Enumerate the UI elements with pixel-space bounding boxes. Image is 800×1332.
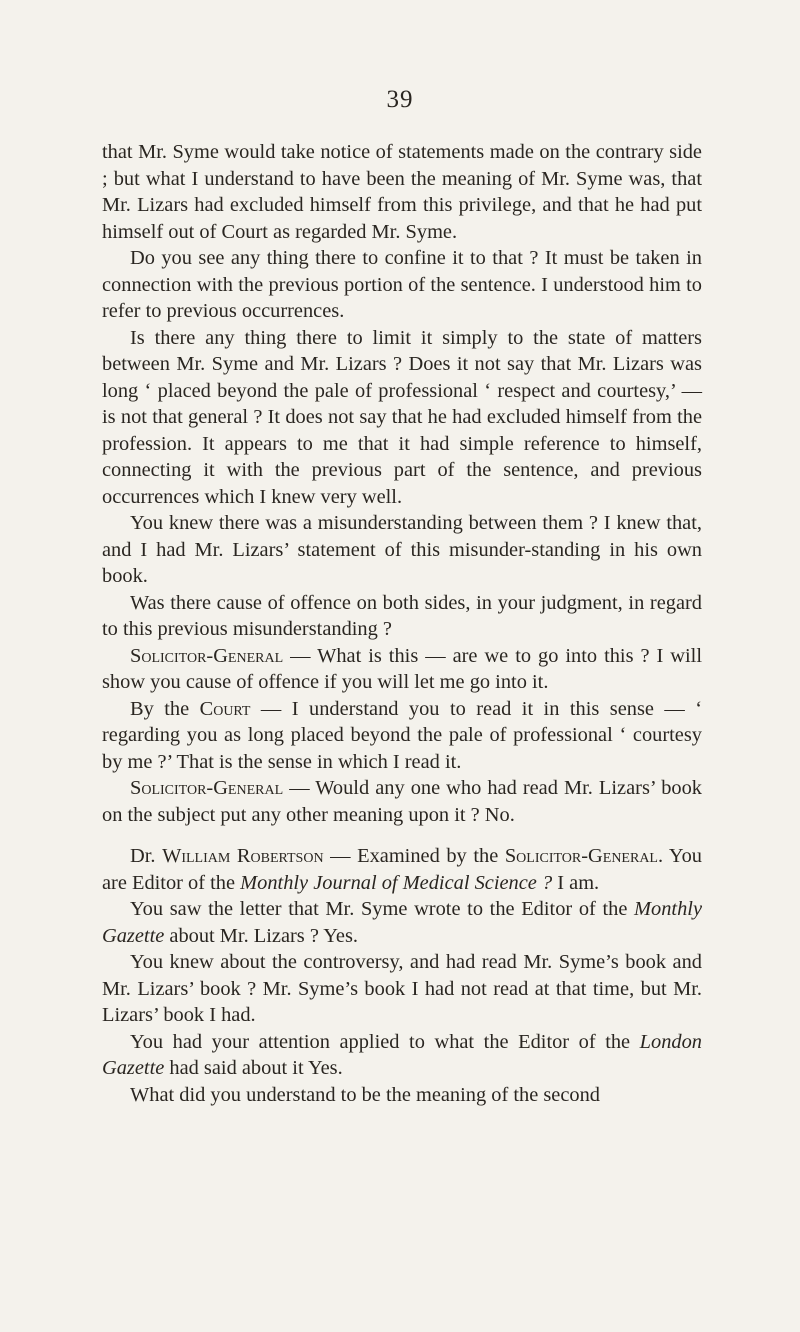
paragraph xyxy=(102,510,702,590)
text-segment: Is there any thing there to limit it simply to the state of matters between Mr. Syme and Mr. Lizars ? Does it not say that Mr. Lizars was long ‘ placed beyond the pale of professional ‘ respect and courtesy,’ — is not that general ? It does not say that he had excluded himself from the profession. It appears to me that it had simple reference to himself, connecting it with the previous part of the sentence, and previous occurrences which I knew very well. xyxy=(102,326,702,508)
text-segment: Dr. xyxy=(130,845,163,867)
speaker-name: Court xyxy=(199,697,251,720)
text-segment: — Examined by the xyxy=(323,845,505,867)
text-segment: about Mr. Lizars ? Yes. xyxy=(164,924,358,947)
paragraph xyxy=(102,1082,702,1109)
paragraph xyxy=(102,775,702,828)
body-text xyxy=(102,139,702,1108)
speaker-name: Solicitor-General xyxy=(130,777,284,799)
text-segment: You had your attention applied to what the Editor of the xyxy=(130,1030,640,1053)
text-segment: You are Editor of the xyxy=(102,845,702,894)
paragraph xyxy=(102,643,702,696)
speaker-name: William Robertson xyxy=(162,845,324,867)
text-segment: You knew about the controversy, and had read Mr. Syme’s book and Mr. Lizars’ book ? Mr. Syme’s book I had not read at that time, but Mr. Lizars’ book I had. xyxy=(102,951,702,1026)
paragraph xyxy=(102,896,702,949)
text-segment: You knew there was a misunderstanding between them ? I knew that, and I had Mr. Lizars’ statement of this misunder-standing in his own book. xyxy=(102,512,702,587)
text-segment: You saw the letter that Mr. Syme wrote to the Editor of the xyxy=(130,898,635,920)
paragraph xyxy=(102,949,702,1029)
paragraph xyxy=(102,325,702,511)
text-segment: Do you see any thing there to confine it to that ? It must be taken in connection with the previous portion of the sentence. I understood him to refer to previous occurrences. xyxy=(102,247,702,322)
page-number: 39 xyxy=(386,86,414,113)
paragraph xyxy=(102,590,702,643)
paragraph xyxy=(102,245,702,325)
paragraph xyxy=(102,1029,702,1082)
text-segment: — Would any one who had read Mr. Lizars’ book on the subject put any other meaning upon it ? No. xyxy=(102,777,702,826)
text-segment: By the xyxy=(130,697,200,720)
text-segment: that Mr. Syme would take notice of statements made on the contrary side ; but what I understand to have been the meaning of Mr. Syme was, that Mr. Lizars had excluded himself from this privilege, and that he had put himself out of Court as regarded Mr. Syme. xyxy=(102,141,702,243)
text-segment: — What is this — are we to go into this ? I will show you cause of offence if you will let me go into it. xyxy=(102,644,702,693)
paragraph xyxy=(102,843,702,896)
paragraph xyxy=(102,696,702,776)
text-segment: — I understand you to read it in this sense — ‘ regarding you as long placed beyond the pale of professional ‘ courtesy by me ?’ That is the sense in which I read it. xyxy=(102,697,703,773)
text-segment: had said about it Yes. xyxy=(164,1057,343,1079)
speaker-name: Solicitor-General. xyxy=(504,845,664,867)
paragraph xyxy=(102,139,702,245)
publication-title: Monthly Gazette xyxy=(102,898,702,947)
speaker-name: Solicitor-General xyxy=(130,644,284,667)
publication-title: Monthly Journal of Medical Science ? xyxy=(240,871,553,894)
text-segment: Was there cause of offence on both sides, in your judgment, in regard to this previous misunderstanding ? xyxy=(102,591,702,640)
text-segment: What did you understand to be the meaning of the second xyxy=(130,1083,600,1106)
publication-title: London Gazette xyxy=(102,1030,702,1079)
text-segment: I am. xyxy=(552,871,600,894)
